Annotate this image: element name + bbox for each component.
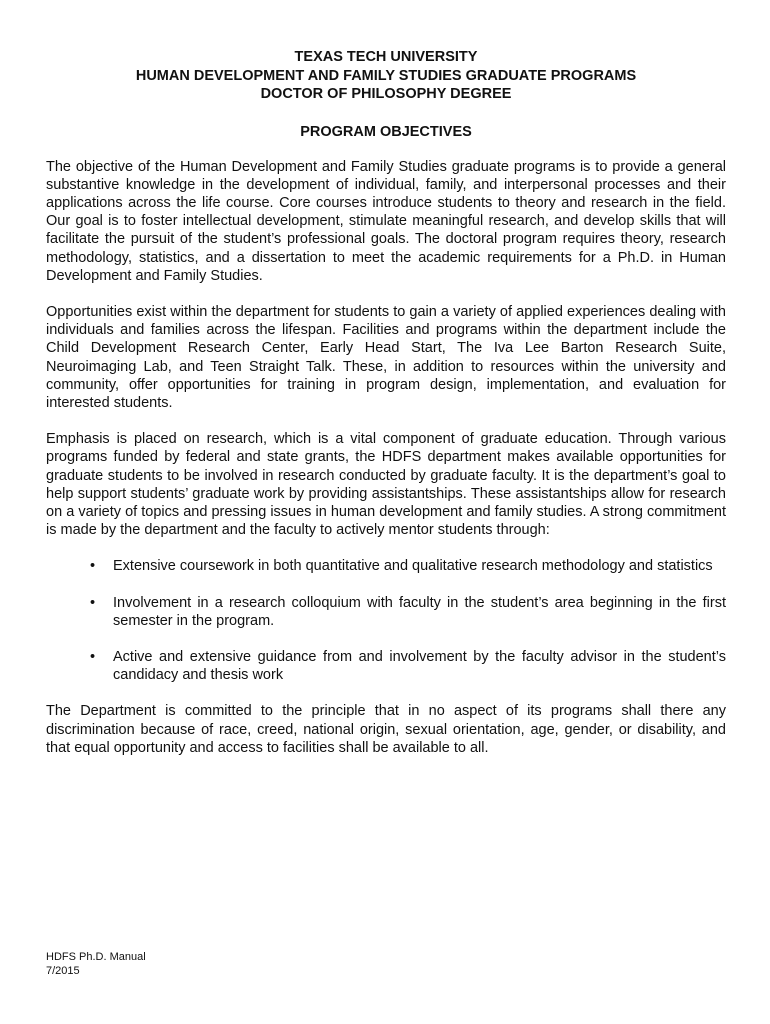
document-header [46, 48, 726, 104]
list-item [46, 557, 726, 575]
bullet-marker: • [90, 558, 96, 575]
paragraph-opportunities: Opportunities exist within the department for students to gain a variety of applied experiences dealing with individuals and families across the lifespan. Facilities and programs within the department include the Child Development Research Center, Early Head Start, The Iva Lee Barton Research Suite, Neuroimaging Lab, and Teen Straight Talk. These, in addition to resources within the university and community, offer opportunities for training in program design, implementation, and evaluation for interested students. [46, 303, 726, 411]
paragraph-nondiscrimination: The Department is committed to the principle that in no aspect of its programs shall there any discrimination because of race, creed, national origin, sexual orientation, age, gender, or disability, and that equal opportunity and access to facilities shall be available to all. [46, 703, 726, 756]
list-item-text: Extensive coursework in both quantitative and qualitative research methodology and statistics [113, 558, 713, 575]
mentoring-list [46, 557, 726, 684]
list-item [46, 594, 726, 630]
document-page [46, 48, 726, 757]
bullet-marker: • [90, 594, 96, 611]
university-name: TEXAS TECH UNIVERSITY [294, 49, 478, 65]
bullet-marker: • [90, 648, 96, 665]
paragraph-emphasis: Emphasis is placed on research, which is a vital component of graduate education. Through various programs funded by federal and state grants, the HDFS department makes available opportunities for graduate students to be involved in research conducted by graduate faculty. It is the department’s goal to help support students’ graduate work by providing assistantships. These assistantships allow for research on a variety of topics and pressing issues in human development and family studies. A strong commitment is made by the department and the faculty to actively mentor students through: [46, 431, 726, 539]
degree-name: DOCTOR OF PHILOSOPHY DEGREE [260, 86, 512, 102]
list-item [46, 648, 726, 684]
paragraph-objective: The objective of the Human Development and Family Studies graduate programs is to provide a general substantive knowledge in the development of individual, family, and interpersonal processes and their applications across the life course. Core courses introduce students to theory and research in the field. Our goal is to foster intellectual development, stimulate meaningful research, and develop skills that will facilitate the pursuit of the student’s professional goals. The doctoral program requires theory, research methodology, statistics, and a dissertation to meet the academic requirements for a Ph.D. in Human Development and Family Studies. [46, 158, 726, 284]
list-item-text: Involvement in a research colloquium with faculty in the student’s area beginning in the first semester in the program. [113, 594, 726, 629]
manual-date: 7/2015 [46, 965, 80, 977]
page-footer [46, 950, 146, 978]
section-title: PROGRAM OBJECTIVES [300, 123, 472, 140]
program-name: HUMAN DEVELOPMENT AND FAMILY STUDIES GRADUATE PROGRAMS [135, 67, 637, 84]
list-item-text: Active and extensive guidance from and involvement by the faculty advisor in the student’s candidacy and thesis work [113, 648, 726, 684]
manual-name: HDFS Ph.D. Manual [46, 951, 146, 963]
